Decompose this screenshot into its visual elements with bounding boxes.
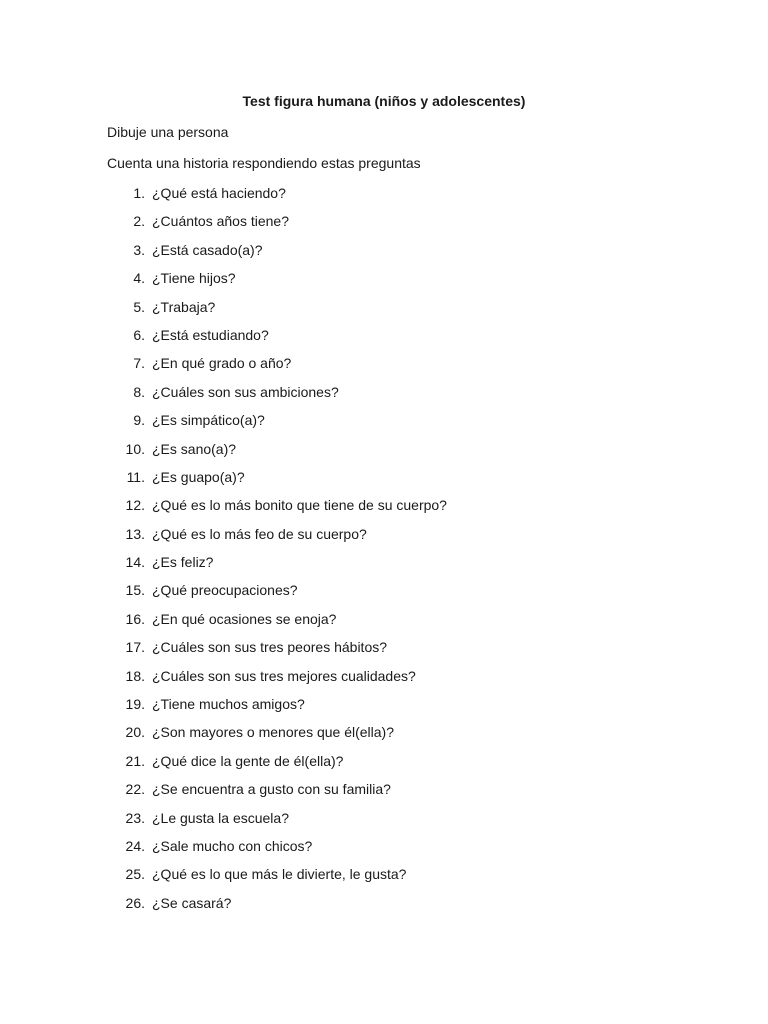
question-number: 15. [125,582,145,599]
question-number: 3. [133,241,145,258]
question-text: ¿En qué grado o año? [152,355,292,372]
question-text: ¿Cuáles son sus tres mejores cualidades? [152,667,416,684]
question-number: 4. [133,270,145,287]
question-number: 1. [133,185,145,201]
question-text: ¿Tiene hijos? [152,270,236,287]
question-text: ¿Se encuentra a gusto con su familia? [152,781,391,798]
question-number: 23. [125,809,145,826]
question-number: 19. [125,696,145,713]
question-number: 8. [133,383,145,400]
question-number: 13. [125,525,145,542]
instruction-draw-person: Dibuje una persona [107,124,229,140]
question-text: ¿Qué es lo que más le divierte, le gusta? [152,866,407,883]
question-text: ¿Tiene muchos amigos? [152,696,305,713]
question-number: 16. [125,610,145,627]
question-text: ¿Qué dice la gente de él(ella)? [152,752,344,769]
question-number: 12. [125,497,145,514]
question-text: ¿Cuáles son sus tres peores hábitos? [152,639,388,656]
question-number: 17. [125,639,145,656]
question-number: 18. [125,667,145,684]
question-text: ¿Le gusta la escuela? [152,809,289,826]
question-text: ¿Qué es lo más bonito que tiene de su cuerpo? [152,497,447,514]
question-text: ¿Cuáles son sus ambiciones? [152,383,339,400]
question-text: ¿Está casado(a)? [152,241,263,258]
question-number: 22. [125,781,145,798]
question-number: 24. [125,837,145,854]
question-number: 5. [133,298,145,315]
question-number: 14. [125,554,145,571]
question-text: ¿Está estudiando? [152,326,269,343]
question-text: ¿Sale mucho con chicos? [152,837,313,854]
question-number: 2. [133,213,145,230]
document-title: Test figura humana (niños y adolescentes) [242,93,526,109]
question-text: ¿Es guapo(a)? [152,468,245,485]
question-number: 7. [133,355,145,372]
question-number: 11. [126,468,145,485]
question-number: 26. [125,894,145,911]
question-number: 21. [125,752,145,769]
question-text: ¿Qué está haciendo? [152,185,286,201]
question-text: ¿Son mayores o menores que él(ella)? [152,724,395,741]
question-text: ¿Trabaja? [152,298,216,315]
question-text: ¿Cuántos años tiene? [152,213,289,230]
question-text: ¿Qué preocupaciones? [152,582,298,599]
question-text: ¿Es simpático(a)? [152,412,265,429]
question-number: 10. [125,440,145,457]
question-text: ¿Es sano(a)? [152,440,237,457]
question-number: 6. [133,326,145,343]
instruction-tell-story: Cuenta una historia respondiendo estas preguntas [107,155,421,171]
question-number: 25. [125,866,145,883]
question-text: ¿Se casará? [152,894,232,911]
question-text: ¿Qué es lo más feo de su cuerpo? [152,525,367,542]
question-number: 9. [133,412,145,429]
question-text: ¿Es feliz? [152,554,214,571]
question-number: 20. [125,724,145,741]
question-text: ¿En qué ocasiones se enoja? [152,610,337,627]
